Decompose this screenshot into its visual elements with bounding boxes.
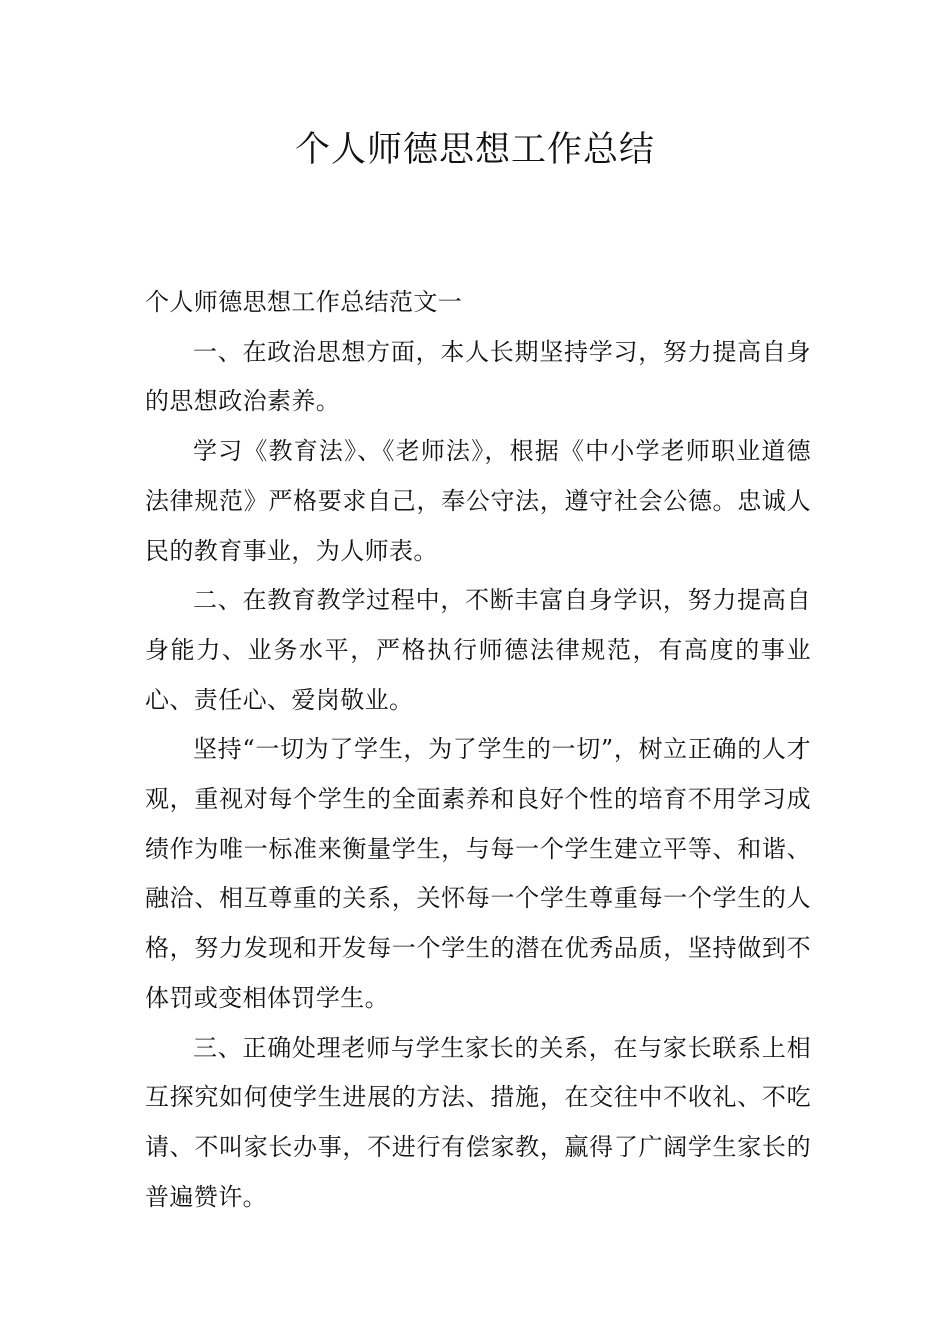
paragraph-1: 一、在政治思想方面，本人长期坚持学习，努力提高自身的思想政治素养。 <box>145 337 811 416</box>
paragraph-3: 二、在教育教学过程中，不断丰富自身学识，努力提高自身能力、业务水平，严格执行师德法律规范，有高度的事业心、责任心、爱岗敬业。 <box>145 586 811 714</box>
document-title: 个人师德思想工作总结 <box>294 130 655 170</box>
paragraph-5: 三、正确处理老师与学生家长的关系，在与家长联系上相互探究如何使学生进展的方法、措施，在交往中不收礼、不吃请、不叫家长办事，不进行有偿家教，赢得了广阔学生家长的普遍赞许。 <box>145 1033 811 1211</box>
paragraph-2: 学习《教育法》、《老师法》，根据《中小学老师职业道德法律规范》严格要求自己，奉公守法，遵守社会公德。忠诚人民的教育事业，为人师表。 <box>145 437 811 565</box>
section-heading: 个人师德思想工作总结范文一 <box>145 288 463 316</box>
document-body <box>145 278 811 1222</box>
paragraph-4: 坚持“一切为了学生，为了学生的一切”，树立正确的人才观，重视对每个学生的全面素养和良好个性的培育不用学习成绩作为唯一标准来衡量学生，与每一个学生建立平等、和谐、融洽、相互尊重的关系，关怀每一个学生尊重每一个学生的人格，努力发现和开发每一个学生的潜在优秀品质，坚持做到不体罚或变相体罚学生。 <box>145 735 811 1012</box>
